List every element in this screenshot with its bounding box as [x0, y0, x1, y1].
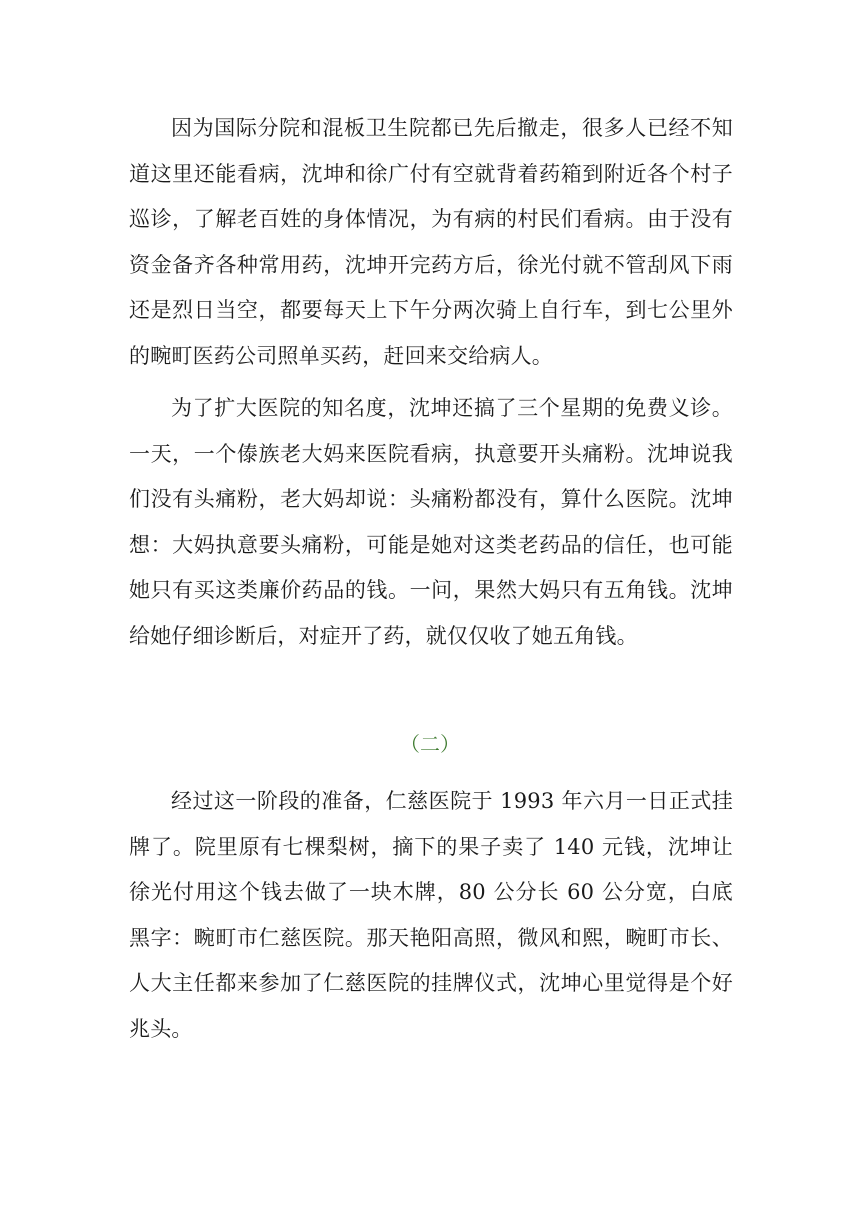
- paragraph-mobile-clinic: 因为国际分院和混板卫生院都已先后撤走，很多人已经不知道这里还能看病，沈坤和徐广付有空就背着药箱到附近各个村子巡诊，了解老百姓的身体情况，为有病的村民们看病。由于没有资金备齐各种常用药，沈坤开完药方后，徐光付就不管刮风下雨还是烈日当空，都要每天上下午分两次骑上自行车，到七公里外的畹町医药公司照单买药，赶回来交给病人。: [129, 116, 733, 368]
- paragraph-free-clinic: 为了扩大医院的知名度，沈坤还搞了三个星期的免费义诊。一天，一个傣族老大妈来医院看病，执意要开头痛粉。沈坤说我们没有头痛粉，老大妈却说：头痛粉都没有，算什么医院。沈坤想：大妈执意要头痛粉，可能是她对这类老药品的信任，也可能她只有买这类廉价药品的钱。一问，果然大妈只有五角钱。沈坤给她仔细诊断后，对症开了药，就仅仅收了她五角钱。: [129, 396, 733, 648]
- paragraph-hospital-opening: 经过这一阶段的准备，仁慈医院于 1993 年六月一日正式挂牌了。院里原有七棵梨树，摘下的果子卖了 140 元钱，沈坤让徐光付用这个钱去做了一块木牌，80 公分长 60 公分宽，白底黑字：畹町市仁慈医院。那天艳阳高照，微风和熙，畹町市长、人大主任都来参加了仁慈医院的挂牌仪式，沈坤心里觉得是个好兆头。: [129, 789, 733, 1041]
- section-heading: （二）: [400, 732, 460, 756]
